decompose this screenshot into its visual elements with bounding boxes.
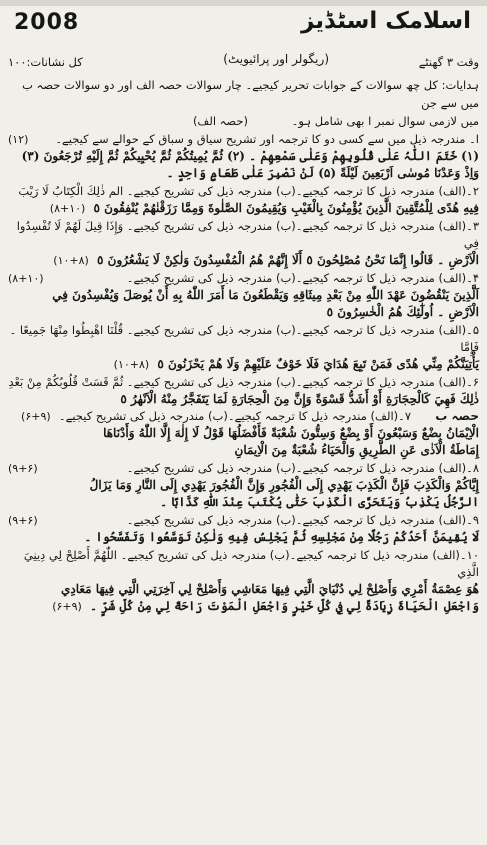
section-b-label: حصہ ب [435, 409, 479, 423]
instructions-line-2-text: میں لازمی سوال نمبر ا بھی شامل ہو۔ [291, 114, 479, 128]
paper-year: 2008 [14, 10, 80, 35]
question-3-marks: (۸+۱۰) [53, 254, 89, 267]
question-9-label [8, 512, 479, 529]
question-2-marks: (۱۰+۸) [49, 202, 86, 215]
question-1-verses-line-1: (۱) خَتَمَ اللّٰہُ عَلٰی قُلُوبِهِمْ وَعَلٰی سَمْعِهِمْ ۔ (۲) ثُمَّ يُمِيتُكُمْ ثُمَّ يُحْيِيكُمْ ثُمَّ إِلَيْهِ تُرْجَعُونَ (۳) [21, 149, 479, 163]
question-9-text: ۹۔(الف) مندرجہ ذیل کا ترجمہ کیجیے۔(ب) مندرجہ ذیل کی تشریح کیجیے۔ [126, 513, 479, 527]
question-4-verse-line-1: اَلَّذِينَ يَنْقُضُونَ عَهْدَ اللّٰهِ مِنْ بَعْدِ مِيثَاقِهِ وَيَقْطَعُونَ مَا أَمَرَ اللّٰهُ بِهِ أَنْ يُوصَلَ وَيُفْسِدُونَ فِي [52, 288, 479, 302]
question-4-text: ۴۔(الف) مندرجہ ذیل کا ترجمہ کیجیے۔(ب) مندرجہ ذیل کی تشریح کیجیے۔ [126, 271, 479, 285]
question-8-text: ۸۔(الف) مندرجہ ذیل کا ترجمہ کیجیے۔(ب) مندرجہ ذیل کی تشریح کیجیے۔ [126, 461, 479, 475]
question-9-hadith: لَا يُقِيمَنَّ أَحَدُكُمْ رَجُلًا مِنْ مَجْلِسِهِ ثُمَّ يَجْلِسُ فِيهِ وَلٰكِنْ تَوَسَّعُوا وَتَفَسَّحُوا ۔ [84, 530, 479, 544]
question-8-hadith-line-2: الرَّجُلُ يَكْذِبُ وَيَتَحَرَّى الْكَذِبَ حَتّٰى يُكْتَبَ عِنْدَ اللّٰهِ كَذَّابًا ۔ [160, 495, 479, 509]
instructions-line-1: ہدایات: کل چھ سوالات کے جوابات تحریر کیجیے۔ چار سوالات حصہ الف اور دو سوالات حصہ ب میں سے جن [22, 78, 479, 110]
question-8-label [8, 460, 479, 477]
question-2-verse-text: فِيهِ هُدًى لِلْمُتَّقِينَ الَّذِينَ يُؤْمِنُونَ بِالْغَيْبِ وَيُقِيمُونَ الصَّلٰوةَ وَمِمَّا رَزَقْنٰهُمْ يُنْفِقُونَ ٥ [93, 201, 479, 215]
question-4-label [8, 270, 479, 287]
question-3-verse [8, 252, 479, 269]
question-1-verses-line-2: وَاِذْ وَعَدْنَا مُوسٰى اَرْبَعِينَ لَيْلَةً (۵) لَنْ نَصْبِرَ عَلٰى طَعَامٍ وَاحِدٍ ۔ [166, 166, 479, 180]
question-10-dua-line-1: هُوَ عِصْمَةُ أَمْرِي وَأَصْلِحْ لِي دُنْيَايَ الَّتِي فِيهَا مَعَاشِي وَأَصْلِحْ لِي آخِرَتِي الَّتِي فِيهَا مَعَادِي [60, 582, 479, 596]
total-marks: کل نشانات:۱۰۰ [8, 55, 83, 69]
question-8-marks: (۹+۶) [8, 462, 38, 475]
paper-meta [8, 52, 479, 74]
paper-title: اسلامک اسٹڈیز [301, 8, 471, 34]
question-10-label: ۱۰۔(الف) مندرجہ ذیل کا ترجمہ کیجیے۔(ب) مندرجہ ذیل کی تشریح کیجیے۔ اللّٰهُمَّ أَصْلِحْ لِي دِينِيَ الَّذِي [23, 548, 479, 579]
question-1-text: ا۔ مندرجہ ذیل میں سے کسی دو کا ترجمہ اور تشریح سیاق و سباق کے حوالے سے کیجیے۔ [55, 132, 479, 146]
question-7-hadith-line-1: الْاِيْمَانُ بِضْعٌ وَسَبْعُونَ أَوْ بِضْعٌ وَسِتُّونَ شُعْبَةً فَأَفْضَلُهَا قَوْلُ لَا إِلٰهَ إِلَّا اللّٰهُ وَأَدْنَاهَا [103, 426, 479, 440]
question-5-marks: (۸+۱۰) [113, 358, 150, 371]
paper-header [8, 8, 479, 48]
question-10-marks: (۹+۶) [52, 600, 82, 613]
question-3-verse-text: الْاَرْضِ ۔ قَالُوا إِنَّمَا نَحْنُ مُصْلِحُونَ ٥ أَلَا إِنَّهُمْ هُمُ الْمُفْسِدُونَ وَلٰكِنْ لَا يَشْعُرُونَ ٥ [97, 253, 479, 267]
question-1-marks: (۱۲) [8, 133, 29, 146]
question-9-marks: (۹+۶) [8, 514, 38, 527]
question-10-dua-line-2-text: وَاجْعَلِ الْحَيَاةَ زِيَادَةً لِي فِي كُلِّ خَيْرٍ وَاجْعَلِ الْمَوْتَ رَاحَةً لِي مِنْ كُلِّ شَرٍّ ۔ [90, 599, 479, 613]
question-10-dua-line-2 [8, 598, 479, 615]
question-5-label: ۵۔(الف) مندرجہ ذیل کا ترجمہ کیجیے۔(ب) مندرجہ ذیل کی تشریح کیجیے۔ قُلْنَا اهْبِطُوا مِنْهَا جَمِيعًا ۔ فَإِمَّا [9, 323, 479, 354]
question-7-label: ۷۔(الف) مندرجہ ذیل کا ترجمہ کیجیے۔(ب) مندرجہ ذیل کی تشریح کیجیے۔ [58, 409, 412, 423]
section-b-heading [8, 409, 479, 423]
question-7-hadith-line-2: إِمَاطَةُ الْاَذٰى عَنِ الطَّرِيقِ وَالْحَيَاءُ شُعْبَةٌ مِنَ الْاِيمَانِ [234, 443, 479, 457]
question-5-verse-text: يَأْتِيَنَّكُمْ مِنِّي هُدًى فَمَنْ تَبِعَ هُدَايَ فَلَا خَوْفٌ عَلَيْهِمْ وَلَا هُمْ يَحْزَنُونَ ٥ [157, 357, 479, 371]
time-allowed: وقت ۳ گھنٹے [418, 55, 479, 69]
question-6-label: ۶۔(الف) مندرجہ ذیل کا ترجمہ کیجیے۔(ب) مندرجہ ذیل کی تشریح کیجیے۔ ثُمَّ قَسَتْ قُلُوبُكُمْ مِنْ بَعْدِ [8, 375, 479, 389]
section-a-heading: (حصہ الف) [192, 114, 248, 128]
question-2-verse [8, 200, 479, 217]
instructions-line-2 [8, 112, 479, 130]
question-1-label [8, 131, 479, 148]
question-7-marks: (۹+۶) [21, 410, 51, 423]
paper-body [8, 76, 479, 615]
question-4-verse-line-2: الْاَرْضِ ۔ اُولٰٓئِكَ هُمُ الْخٰسِرُونَ ٥ [326, 305, 479, 319]
question-3-label: ۳۔(الف) مندرجہ ذیل کا ترجمہ کیجیے۔(ب) مندرجہ ذیل کی تشریح کیجیے۔ وَإِذَا قِيلَ لَهُمْ لَا تُفْسِدُوا فِي [16, 219, 479, 250]
question-6-verse: ذٰلِكَ فَهِيَ كَالْحِجَارَةِ أَوْ أَشَدُّ قَسْوَةً وَإِنَّ مِنَ الْحِجَارَةِ لَمَا يَتَفَجَّرُ مِنْهُ الْاَنْهٰرُ ٥ [120, 392, 479, 406]
exam-type: (ریگولر اور پرائیویٹ) [223, 52, 329, 66]
question-2-label: ۲۔(الف) مندرجہ ذیل کا ترجمہ کیجیے۔(ب) مندرجہ ذیل کی تشریح کیجیے۔ الم ذٰلِكَ الْكِتَابُ لَا رَيْبَ [18, 184, 479, 198]
question-8-hadith-line-1: إِيَّاكُمْ وَالْكَذِبَ فَإِنَّ الْكَذِبَ يَهْدِي إِلَى الْفُجُورِ وَإِنَّ الْفُجُورَ يَهْدِي إِلَى النَّارِ وَمَا يَزَالُ [89, 478, 479, 492]
question-4-marks: (۸+۱۰) [8, 272, 44, 285]
question-5-verse [8, 356, 479, 373]
